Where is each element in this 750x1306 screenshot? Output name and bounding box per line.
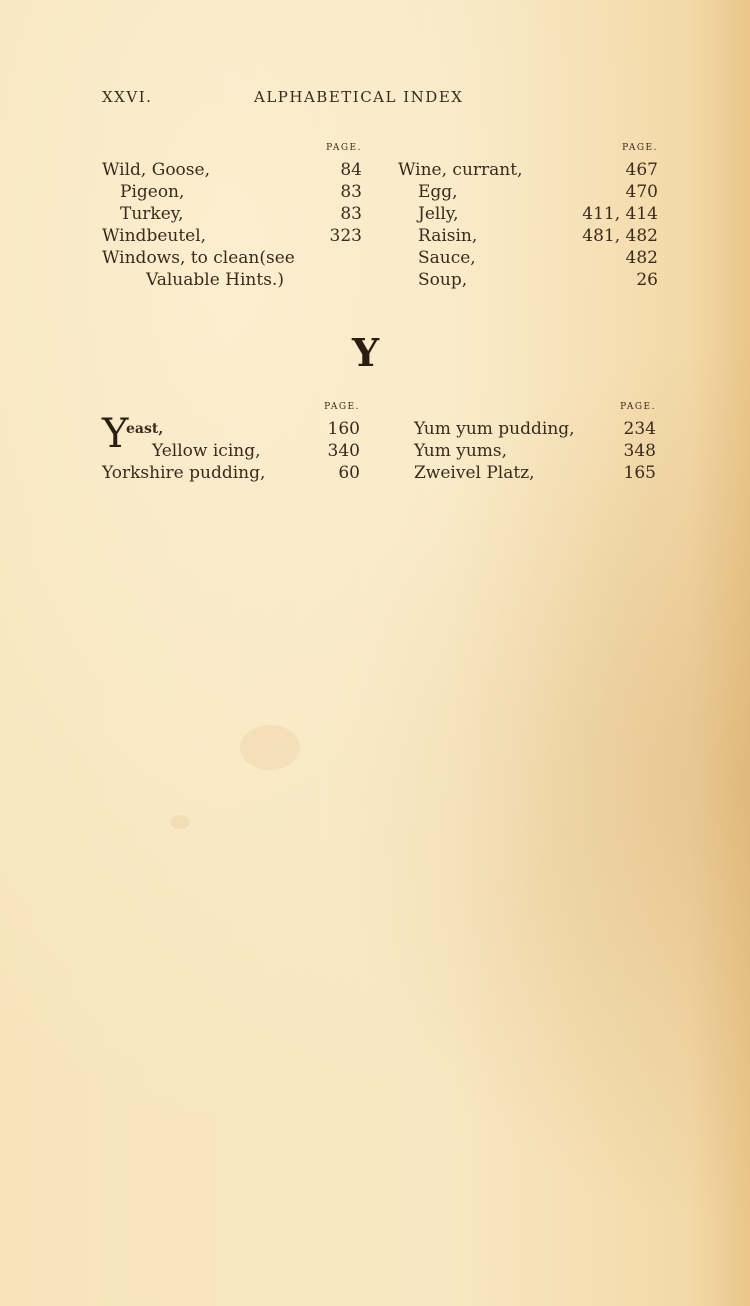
- page-column-heading: PAGE.: [324, 402, 360, 412]
- index-entry: Jelly,: [418, 204, 459, 224]
- dropcap-group: [102, 411, 360, 484]
- index-row: [102, 462, 360, 484]
- index-page-number: 348: [623, 441, 656, 461]
- index-entry: Turkey,: [120, 204, 184, 224]
- index-entry: Yellow icing,: [152, 441, 261, 461]
- index-row: [102, 269, 362, 291]
- running-header: [102, 88, 662, 110]
- index-entry: Yum yum pudding,: [414, 419, 575, 439]
- page-column-heading: PAGE.: [622, 143, 658, 153]
- paper-stain: [170, 815, 190, 829]
- index-row: [102, 225, 362, 247]
- index-page-number: 482: [625, 248, 658, 268]
- index-page-number: 411, 414: [582, 204, 658, 224]
- index-entry: east,: [126, 421, 164, 437]
- index-entry: Sauce,: [418, 248, 476, 268]
- index-entry: Wild, Goose,: [102, 160, 210, 180]
- index-row: [398, 225, 658, 247]
- index-entry: Windows, to clean(see: [102, 248, 295, 268]
- index-page-number: 160: [327, 419, 360, 439]
- index-row: [102, 159, 362, 181]
- index-row: [398, 203, 658, 225]
- index-entry: Soup,: [418, 270, 468, 290]
- page-column-heading: PAGE.: [620, 402, 656, 412]
- index-entry: Windbeutel,: [102, 226, 207, 246]
- index-row: [398, 159, 658, 181]
- section-letter-heading: Y: [352, 330, 380, 375]
- index-page-number: 165: [623, 463, 656, 483]
- index-column-top-left: [102, 143, 362, 291]
- index-column-top-right: [398, 143, 658, 291]
- index-row: [414, 418, 656, 440]
- index-row: [102, 440, 360, 462]
- page-folio: XXVI.: [102, 88, 153, 106]
- index-page-number: 467: [625, 160, 658, 180]
- index-column-bottom-right: [414, 402, 656, 484]
- index-page-number: 323: [329, 226, 362, 246]
- index-page-number: 481, 482: [582, 226, 658, 246]
- index-column-bottom-left: [102, 402, 360, 484]
- index-row: [398, 181, 658, 203]
- index-entry: Egg,: [418, 182, 458, 202]
- index-entry: Raisin,: [418, 226, 478, 246]
- index-row: [102, 203, 362, 225]
- index-entry: Pigeon,: [120, 182, 185, 202]
- index-page-number: 26: [636, 270, 658, 290]
- page-column-heading: PAGE.: [326, 143, 362, 153]
- paper-stain: [240, 725, 300, 770]
- dropcap-letter: Y: [102, 411, 129, 457]
- index-page-number: 83: [340, 182, 362, 202]
- page-title: ALPHABETICAL INDEX: [254, 88, 464, 106]
- index-entry: Valuable Hints.): [146, 270, 284, 290]
- index-row: [414, 440, 656, 462]
- index-page-number: 340: [327, 441, 360, 461]
- index-page-number: 470: [625, 182, 658, 202]
- index-page-number: 84: [340, 160, 362, 180]
- index-row: [102, 247, 362, 269]
- index-entry: Zweivel Platz,: [414, 463, 535, 483]
- index-row: [414, 462, 656, 484]
- index-row: [102, 181, 362, 203]
- index-page-number: 60: [338, 463, 360, 483]
- index-row: [398, 269, 658, 291]
- index-page-number: 234: [623, 419, 656, 439]
- index-row: [102, 418, 360, 440]
- index-row: [398, 247, 658, 269]
- index-entry: Yorkshire pudding,: [102, 463, 266, 483]
- index-entry: Wine, currant,: [398, 160, 523, 180]
- index-entry: Yum yums,: [414, 441, 508, 461]
- index-page-number: 83: [340, 204, 362, 224]
